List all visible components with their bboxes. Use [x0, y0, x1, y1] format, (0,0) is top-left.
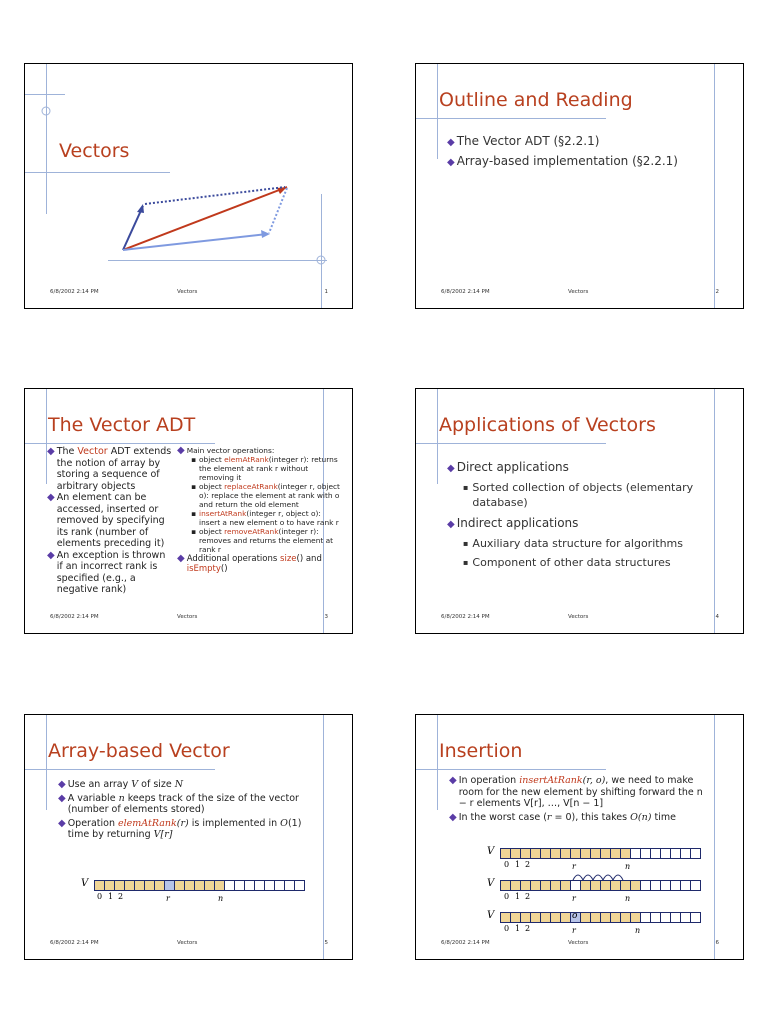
- list-item: ◆ The Vector ADT (§2.2.1): [447, 134, 600, 148]
- decor-line: [416, 443, 606, 444]
- bullet-list: [447, 132, 678, 172]
- diamond-bullet-icon: ◆: [447, 519, 455, 530]
- slide-number: 4: [715, 614, 719, 620]
- footer-topic: Vectors: [568, 940, 589, 946]
- footer-topic: Vectors: [177, 614, 198, 620]
- footer-date: 6/8/2002 2:14 PM: [50, 614, 99, 620]
- index-label: 1: [515, 860, 521, 869]
- slide-number: 2: [715, 289, 719, 295]
- bullet-list: [447, 458, 712, 570]
- decor-line: [416, 118, 606, 119]
- decor-line: [323, 715, 324, 960]
- slide-4: [415, 388, 744, 634]
- slide-footer: [416, 940, 743, 950]
- decor-line: [437, 389, 438, 484]
- index-label: n: [218, 894, 224, 903]
- list-item: ◆ Array-based implementation (§2.2.1): [447, 154, 678, 168]
- list-item: ◆ In operation insertAtRank(r, o), we need to make room for the new element by shifting forward the n − r elements V[r], …, V[n − 1]: [449, 775, 703, 809]
- list-item: ▪ object removeAtRank(integer r): removes and returns the element at rank r: [191, 527, 334, 554]
- slide-2: [415, 63, 744, 309]
- decor-line: [46, 715, 47, 810]
- slide-footer: [416, 289, 743, 299]
- list-item: ◆ In the worst case (r = 0), this takes O(n) time: [449, 811, 676, 823]
- decor-line: [437, 715, 438, 810]
- list-item: ◆ An exception is thrown if an incorrect rank is specified (e.g., a negative rank): [47, 549, 166, 595]
- index-label: n: [625, 894, 631, 903]
- list-item: ◆ The Vector ADT extends the notion of array by storing a sequence of arbitrary objects: [47, 446, 172, 492]
- array-strip: [94, 880, 305, 891]
- list-item: ◆ Direct applications: [447, 460, 569, 474]
- array-label: V: [487, 846, 495, 857]
- slide-number: 6: [715, 940, 719, 946]
- diamond-bullet-icon: ◆: [58, 792, 66, 804]
- list-item: ◆ A variable n keeps track of the size of the vector (number of elements stored): [58, 792, 299, 815]
- slide-title: Applications of Vectors: [439, 414, 656, 436]
- decor-line: [416, 769, 606, 770]
- list-item: ▪ insertAtRank(integer r, object o): insert a new element o to have rank r: [191, 509, 339, 527]
- bullet-list: [449, 775, 709, 823]
- diamond-bullet-icon: ◆: [447, 463, 455, 474]
- diamond-bullet-icon: ◆: [58, 817, 66, 829]
- diamond-bullet-icon: ◆: [58, 779, 66, 790]
- diamond-bullet-icon: ◆: [177, 553, 185, 564]
- slide-title: Array-based Vector: [48, 740, 230, 762]
- index-label: r: [572, 926, 576, 935]
- footer-date: 6/8/2002 2:14 PM: [441, 289, 490, 295]
- vector-diagram: [25, 64, 353, 309]
- slide-title: The Vector ADT: [48, 414, 196, 436]
- decor-line: [714, 64, 715, 309]
- index-label: 2: [118, 892, 124, 901]
- list-item: ▪ object elemAtRank(integer r): returns the element at rank r without removing it: [191, 455, 338, 482]
- diamond-bullet-icon: ◆: [177, 445, 185, 456]
- index-label: 1: [108, 892, 114, 901]
- decor-line: [714, 389, 715, 634]
- index-label: 0: [504, 860, 510, 869]
- index-label: 2: [525, 924, 531, 933]
- decor-line: [25, 769, 215, 770]
- diamond-bullet-icon: ◆: [47, 492, 55, 503]
- footer-date: 6/8/2002 2:14 PM: [50, 940, 99, 946]
- array-strip: [500, 848, 701, 859]
- diamond-bullet-icon: ◆: [449, 775, 457, 786]
- slide-footer: [416, 614, 743, 624]
- slide-5: [24, 714, 353, 960]
- inserted-object: o: [572, 911, 578, 921]
- array-strip: [500, 880, 701, 891]
- slide-footer: [25, 940, 352, 950]
- footer-date: 6/8/2002 2:14 PM: [441, 940, 490, 946]
- slide-footer: [25, 289, 352, 299]
- index-label: 2: [525, 892, 531, 901]
- footer-topic: Vectors: [177, 940, 198, 946]
- index-label: 2: [525, 860, 531, 869]
- decor-line: [714, 715, 715, 960]
- diamond-bullet-icon: ◆: [47, 549, 55, 561]
- index-label: 0: [504, 924, 510, 933]
- array-strip: [500, 912, 701, 923]
- list-item: ◆ Operation elemAtRank(r) is implemented in O(1) time by returning V[r]: [58, 817, 302, 840]
- slide-number: 1: [324, 289, 328, 295]
- bullet-list: [58, 779, 313, 841]
- index-label: n: [635, 926, 641, 935]
- index-label: 1: [515, 892, 521, 901]
- slide-number: 5: [324, 940, 328, 946]
- list-item: ▪ Auxiliary data structure for algorithms: [463, 537, 683, 550]
- list-item: ▪ Component of other data structures: [463, 556, 671, 569]
- index-label: r: [572, 862, 576, 871]
- list-item: ◆ Indirect applications: [447, 516, 579, 530]
- index-label: n: [625, 862, 631, 871]
- slide-3: [24, 388, 353, 634]
- list-item: ◆ An element can be accessed, inserted or removed by specifying its rank (number of elements preceding it): [47, 492, 165, 549]
- diamond-bullet-icon: ◆: [47, 446, 55, 457]
- slide-footer: [25, 614, 352, 624]
- slide-title: Outline and Reading: [439, 89, 633, 111]
- list-item: ◆ Use an array V of size N: [58, 779, 184, 790]
- diamond-bullet-icon: ◆: [449, 811, 457, 823]
- slide-title: Vectors: [59, 140, 130, 162]
- index-label: 1: [515, 924, 521, 933]
- index-label: r: [572, 894, 576, 903]
- right-column: [177, 446, 343, 574]
- array-label: V: [487, 910, 495, 921]
- decor-line: [25, 443, 215, 444]
- footer-topic: Vectors: [568, 614, 589, 620]
- list-item: ▪ Sorted collection of objects (elementary database): [463, 481, 694, 509]
- index-label: 0: [97, 892, 103, 901]
- list-item: ◆ Additional operations size() and isEmpty(): [177, 553, 322, 574]
- index-label: r: [166, 894, 170, 903]
- slide-title: Insertion: [439, 740, 523, 762]
- decor-line: [437, 64, 438, 159]
- footer-date: 6/8/2002 2:14 PM: [50, 289, 99, 295]
- slide-number: 3: [324, 614, 328, 620]
- footer-date: 6/8/2002 2:14 PM: [441, 614, 490, 620]
- array-label: V: [81, 878, 89, 889]
- slide-1: [24, 63, 353, 309]
- left-column: [47, 446, 173, 596]
- array-label: V: [487, 878, 495, 889]
- list-item: ▪ object replaceAtRank(integer r, object o): replace the element at rank with o and return the old element: [191, 482, 340, 509]
- index-label: 0: [504, 892, 510, 901]
- diamond-bullet-icon: ◆: [447, 137, 455, 148]
- slide-6: [415, 714, 744, 960]
- list-item: ◆ Main vector operations:: [177, 445, 275, 456]
- footer-topic: Vectors: [177, 289, 198, 295]
- footer-topic: Vectors: [568, 289, 589, 295]
- diamond-bullet-icon: ◆: [447, 157, 455, 168]
